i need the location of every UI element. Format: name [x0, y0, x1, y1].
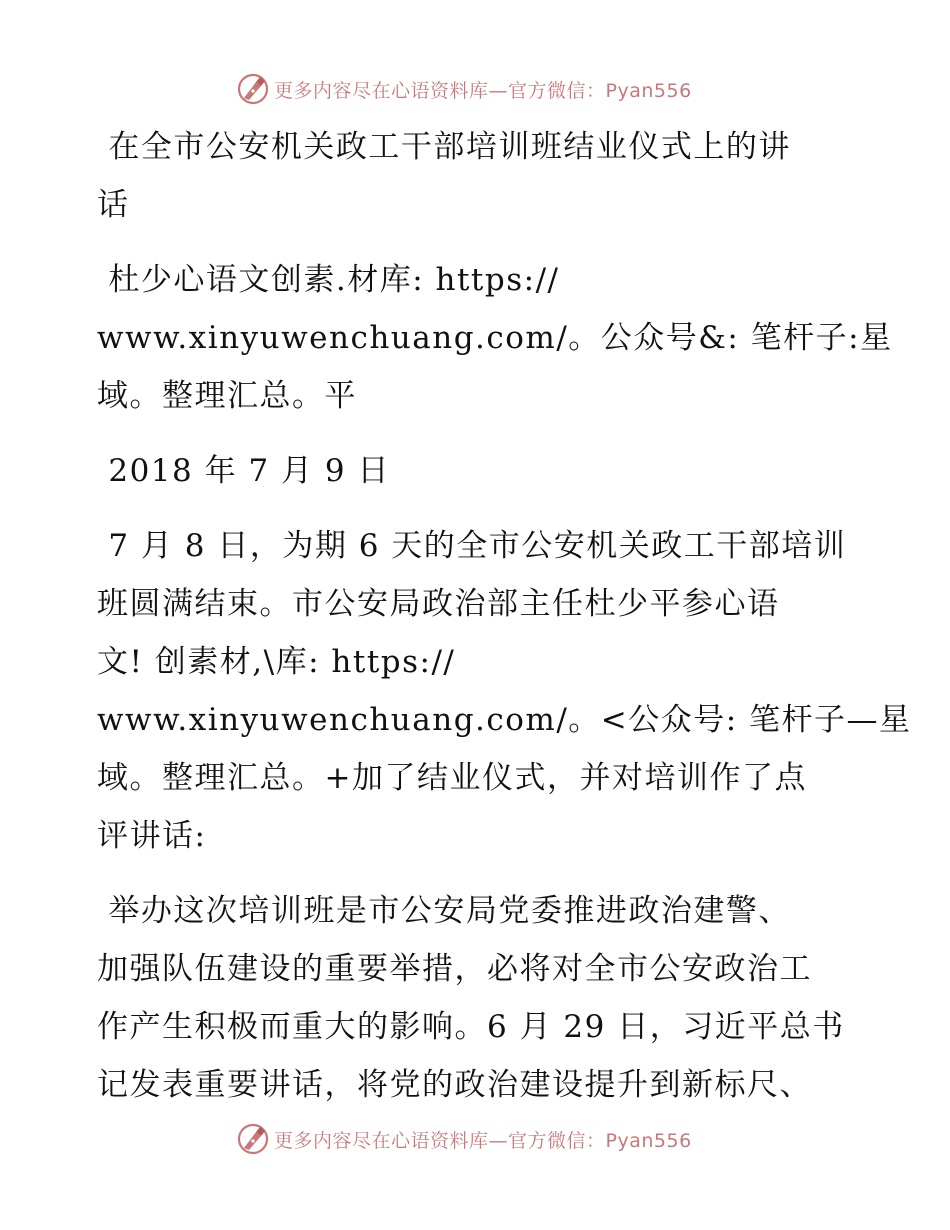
text-line: 举办这次培训班是市公安局党委推进政治建警、 [97, 893, 791, 929]
date-line: 2018 年 7 月 9 日 [97, 453, 390, 489]
text-line: 评讲话: [97, 818, 207, 854]
text-line: 班圆满结束。市公安局政治部主任杜少平参心语 [97, 586, 780, 622]
watermark-banner-top [236, 72, 692, 106]
text-line: www.xinyuwenchuang.com/。<公众号: 笔杆子—星 [97, 702, 912, 738]
text-line: 域。整理汇总。+加了结业仪式，并对培训作了点 [97, 760, 807, 796]
watermark-text: 更多内容尽在心语资料库—官方微信：Pyan556 [274, 79, 692, 102]
text-line: 杜少心语文创素.材库: https:// [97, 262, 560, 298]
pen-nib-logo-icon [236, 72, 270, 106]
text-line: 记发表重要讲话，将党的政治建设提升到新标尺、 [97, 1067, 812, 1103]
title-line-2: 话 [97, 187, 130, 223]
text-line: 作产生积极而重大的影响。6 月 29 日，习近平总书 [97, 1009, 845, 1045]
text-line: 加强队伍建设的重要举措，必将对全市公安政治工 [97, 951, 812, 987]
watermark-text: 更多内容尽在心语资料库—官方微信：Pyan556 [274, 1129, 692, 1152]
text-line: 文! 创素材,\库: https:// [97, 644, 456, 680]
text-line: www.xinyuwenchuang.com/。公众号&: 笔杆子:星 [97, 320, 893, 356]
text-line: 7 月 8 日，为期 6 天的全市公安机关政工干部培训 [97, 528, 847, 564]
watermark-banner-bottom [236, 1122, 692, 1156]
text-line: 域。整理汇总。平 [97, 378, 357, 414]
title-line-1: 在全市公安机关政工干部培训班结业仪式上的讲 [97, 129, 791, 165]
pen-nib-logo-icon [236, 1122, 270, 1156]
